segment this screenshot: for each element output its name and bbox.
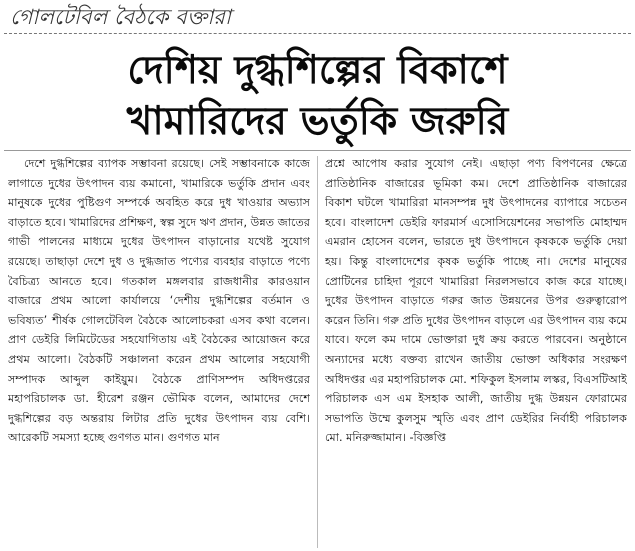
headline-divider bbox=[4, 150, 631, 151]
kicker-divider bbox=[4, 33, 631, 34]
article-body-column-left: দেশে দুগ্ধশিল্পের ব্যাপক সম্ভাবনা রয়েছে। সেই সম্ভাবনাকে কাজে লাগাতে দুধের উৎপাদন ব্যয় কমানো, খামারিকে ভর্তুকি প্রদান এবং মানুষকে দুধের পুষ্টিগুণ সম্পর্কে অবহিত করে দুধ খাওয়ার অভ্যাস বাড়াতে হবে। খামারিদের প্রশিক্ষণ, স্বল্প সুদে ঋণ প্রদান, উন্নত জাতের গাভী পালনের মাধ্যমে দুধের উৎপাদন বাড়ানোর যথেষ্ট সুযোগ রয়েছে। তাছাড়া দেশে দুধ ও দুগ্ধজাত পণ্যের ব্যবহার বাড়াতে পণ্যে বৈচিত্র্য আনতে হবে। গতকাল মঙ্গলবার রাজধানীর কারওয়ান বাজারে প্রথম আলো কার্যালয়ে ‘দেশীয় দুগ্ধশিল্পের বর্তমান ও ভবিষ্যত’ শীর্ষক গোলটেবিল বৈঠকে আলোচকরা এসব কথা বলেন। প্রাণ ডেইরি লিমিটেডের সহযোগিতায় এই বৈঠকের আয়োজন করে প্রথম আলো। বৈঠকটি সঞ্চালনা করেন প্রথম আলোর সহযোগী সম্পাদক আব্দুল কাইয়ুম। বৈঠকে প্রাণিসম্পদ অধিদপ্তরের মহাপরিচালক ডা. হীরেশ রঞ্জন ভৌমিক বলেন, আমাদের দেশে দুগ্ধশিল্পের বড় অন্তরায় লিটার প্রতি দুধের উৎপাদন ব্যয় বেশি। আরেকটি সমস্যা হচ্ছে গুণগত মান। গুণগত মান bbox=[8, 157, 310, 445]
article-kicker: গোলটেবিল বৈঠকে বক্তারা bbox=[10, 5, 231, 29]
article-body-column-right: প্রশ্নে আপোষ করার সুযোগ নেই। এছাড়া পণ্য বিপণনের ক্ষেত্রে প্রাতিষ্ঠানিক বাজারের ভূমিকা কম। দেশে প্রাতিষ্ঠানিক বাজারের বিকাশ ঘটলে খামারিরা মানসম্পন্ন দুধ উৎপাদনের ব্যাপারে সচেতন হবে। বাংলাদেশ ডেইরি ফারমার্স এসোসিয়েশনের সভাপতি মোহাম্মদ এমরান হোসেন বলেন, ভারতে দুধ উৎপাদনে কৃষককে ভর্তুকি দেয়া হয়। কিন্তু বাংলাদেশের কৃষক ভর্তুকি পাচ্ছে না। দেশের মানুষের প্রোটিনের চাহিদা পূরণে খামারিরা নিরলসভাবে কাজ করে যাচ্ছে। দুধের উৎপাদন বাড়াতে গরুর জাত উন্নয়নের উপর গুরুত্বারোপ করেন তিনি। গরু প্রতি দুধের উৎপাদন বাড়লে এর উৎপাদন ব্যয় কমে যাবে। ফলে কম দামে ভোক্তারা দুধ ক্রয় করতে পারবেন। অনুষ্ঠানে অন্যাদের মধ্যে বক্তব্য রাখেন জাতীয় ভোক্তা অধিকার সংরক্ষণ অধিদপ্তর এর মহাপরিচালক মো. শফিকুল ইসলাম লস্কর, বিএসটিআই পরিচালক এস এম ইসহাক আলী, জাতীয় দুগ্ধ উন্নয়ন ফোরামের সভাপতি উম্মে কুলসুম স্মৃতি এবং প্রাণ ডেইরির নির্বাহী পরিচালক মো. মনিরুজ্জামান। -বিজ্ঞপ্তি bbox=[325, 157, 627, 445]
headline-line-1: দেশিয় দুগ্ধশিল্পের বিকাশে bbox=[127, 48, 508, 93]
column-divider bbox=[317, 156, 318, 548]
headline-line-2: খামারিদের ভর্তুকি জরুরি bbox=[126, 99, 509, 144]
